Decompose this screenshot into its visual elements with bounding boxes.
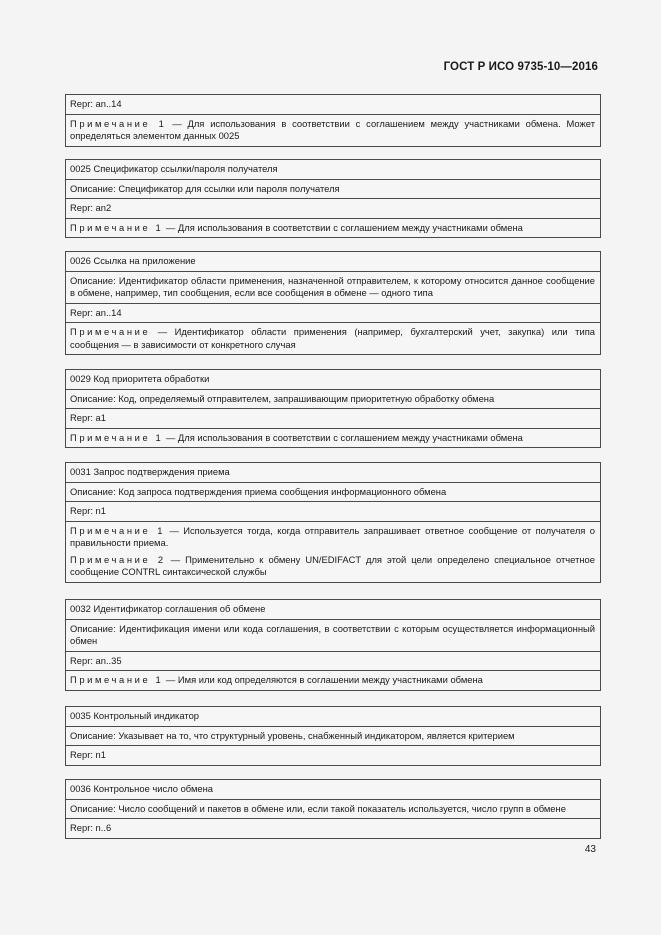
note-paragraph bbox=[70, 554, 595, 579]
field-block-0025 bbox=[65, 159, 601, 238]
note-row bbox=[66, 670, 600, 690]
note-text: — Для использования в соответствии с соглашением между участниками обмена bbox=[163, 221, 523, 233]
note-paragraph bbox=[70, 432, 595, 445]
description-row: Описание: Указывает на то, что структурный уровень, снабженный индикатором, является критерием bbox=[66, 726, 600, 746]
note-text: — Используется тогда, когда отправитель запрашивает ответное сообщение от получателя о правильности приема. bbox=[70, 524, 595, 548]
note-paragraph bbox=[70, 118, 595, 143]
note-paragraph bbox=[70, 525, 595, 550]
description-row: Описание: Идентификация имени или кода соглашения, в соответствии с которым осуществляется информационный обмен bbox=[66, 619, 600, 651]
note-row bbox=[66, 521, 600, 582]
note-paragraph bbox=[70, 222, 595, 235]
note-paragraph bbox=[70, 326, 595, 351]
note-text: — Имя или код определяются в соглашении между участниками обмена bbox=[163, 674, 483, 685]
note-label: Примечание 2 bbox=[70, 553, 166, 565]
repr-row: Repr: n1 bbox=[66, 745, 600, 765]
note-row bbox=[66, 428, 600, 448]
repr-row: Repr: an..14 bbox=[70, 98, 122, 109]
note-label: Примечание 1 bbox=[70, 431, 164, 443]
repr-row: Repr: n1 bbox=[66, 501, 600, 521]
field-title: 0025 Спецификатор ссылки/пароля получателя bbox=[70, 163, 278, 174]
note-paragraph bbox=[70, 674, 595, 687]
note-label: Примечание 1 bbox=[70, 221, 164, 233]
note-row bbox=[66, 218, 600, 238]
field-title: 0036 Контрольное число обмена bbox=[70, 783, 214, 794]
description-row: Описание: Идентификатор области применения, назначенной отправителем, к которому относится данное сообщение в обмене, например, тип сообщения, если все сообщения в обмене — одного типа bbox=[66, 271, 600, 303]
repr-row: Repr: an2 bbox=[66, 198, 600, 218]
field-block-0035 bbox=[65, 706, 601, 766]
description-row: Описание: Число сообщений и пакетов в обмене или, если такой показатель используется, число групп в обмене bbox=[66, 799, 600, 819]
field-block-0029 bbox=[65, 369, 601, 448]
description-row: Описание: Код запроса подтверждения приема сообщения информационного обмена bbox=[66, 482, 600, 502]
field-block-0026 bbox=[65, 251, 601, 355]
note-row bbox=[66, 322, 600, 354]
page-header: ГОСТ Р ИСО 9735-10—2016 bbox=[443, 61, 598, 73]
field-block-0031 bbox=[65, 462, 601, 583]
repr-row: Repr: n..6 bbox=[66, 818, 600, 838]
note-text: — Для использования в соответствии с соглашением между участниками обмена. Может определяться элементом данных 0025 bbox=[70, 117, 595, 141]
field-block-continuation bbox=[65, 94, 601, 147]
note-row bbox=[66, 114, 600, 146]
field-block-0032 bbox=[65, 599, 601, 691]
repr-row: Repr: a1 bbox=[66, 408, 600, 428]
field-title: 0035 Контрольный индикатор bbox=[70, 710, 199, 721]
description-row: Описание: Код, определяемый отправителем, запрашивающим приоритетную обработку обмена bbox=[66, 389, 600, 409]
note-text: — Применительно к обмену UN/EDIFACT для этой цели определено специальное отчетное сообщение CONTRL синтаксической службы bbox=[70, 553, 595, 577]
repr-row: Repr: an..35 bbox=[66, 651, 600, 671]
note-label: Примечание 1 bbox=[70, 674, 164, 685]
note-text: — Для использования в соответствии с соглашением между участниками обмена bbox=[163, 431, 523, 443]
note-label: Примечание 1 bbox=[70, 117, 167, 129]
description-row: Описание: Спецификатор для ссылки или пароля получателя bbox=[66, 179, 600, 199]
field-title: 0026 Ссылка на приложение bbox=[70, 255, 196, 266]
field-title: 0032 Идентификатор соглашения об обмене bbox=[70, 603, 266, 614]
note-label: Примечание 1 bbox=[70, 524, 166, 536]
page-number: 43 bbox=[584, 844, 596, 855]
note-text: — Идентификатор области применения (например, бухгалтерский учет, закупка) или типа сообщения — в зависимости от конкретного случая bbox=[70, 326, 595, 350]
field-title: 0031 Запрос подтверждения приема bbox=[70, 466, 230, 477]
repr-row: Repr: an..14 bbox=[66, 303, 600, 323]
field-block-0036 bbox=[65, 779, 601, 839]
field-title: 0029 Код приоритета обработки bbox=[70, 373, 210, 384]
note-label: Примечание bbox=[70, 326, 151, 337]
